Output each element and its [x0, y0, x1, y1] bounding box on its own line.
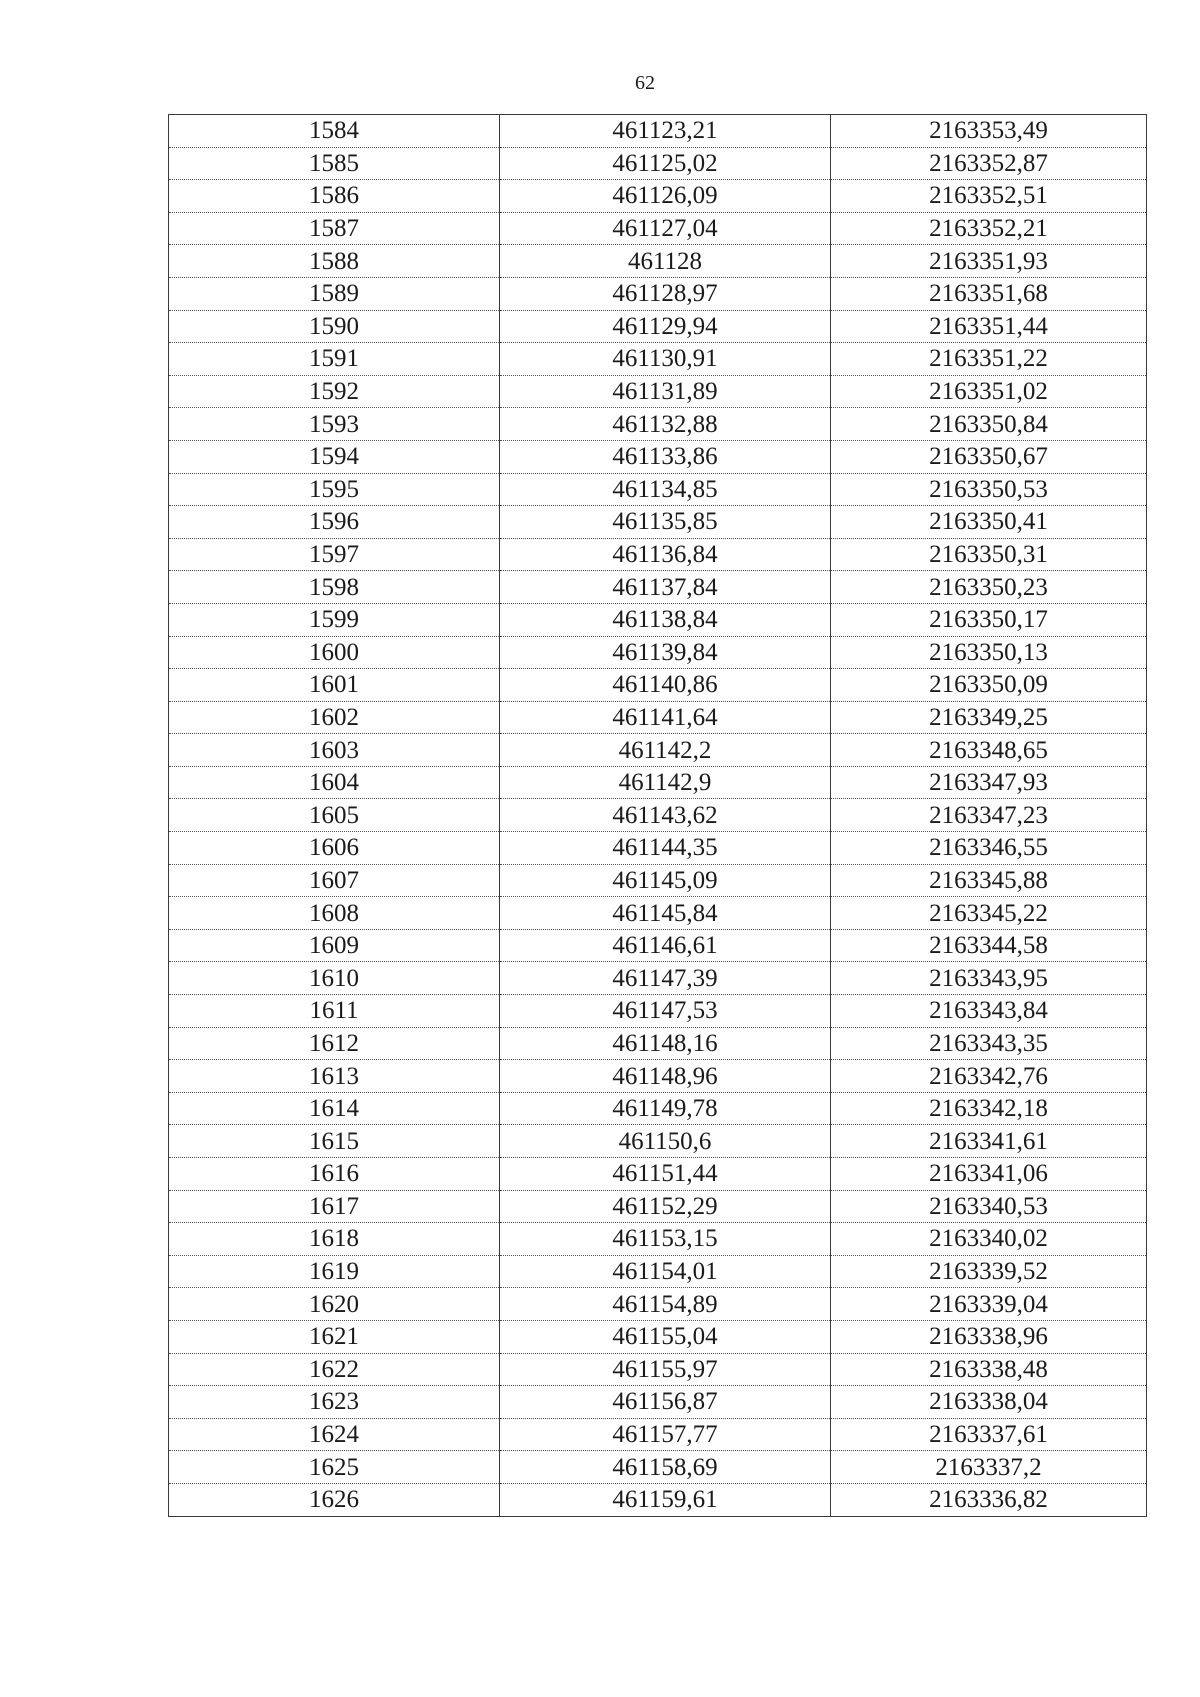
- table-row: [169, 1190, 1147, 1223]
- y-coordinate-cell: 2163341,61: [831, 1125, 1147, 1158]
- table-row: [169, 962, 1147, 995]
- x-coordinate-cell: 461154,01: [500, 1255, 831, 1288]
- y-coordinate-cell: 2163339,52: [831, 1255, 1147, 1288]
- y-coordinate-cell: 2163348,65: [831, 734, 1147, 767]
- x-coordinate-cell: 461142,2: [500, 734, 831, 767]
- point-number-cell: 1599: [169, 603, 500, 636]
- y-coordinate-cell: 2163340,53: [831, 1190, 1147, 1223]
- table-row: [169, 440, 1147, 473]
- y-coordinate-cell: 2163338,04: [831, 1386, 1147, 1419]
- coordinates-table: [168, 114, 1147, 1517]
- point-number-cell: 1607: [169, 864, 500, 897]
- y-coordinate-cell: 2163342,76: [831, 1060, 1147, 1093]
- point-number-cell: 1591: [169, 343, 500, 376]
- x-coordinate-cell: 461141,64: [500, 701, 831, 734]
- y-coordinate-cell: 2163352,87: [831, 147, 1147, 180]
- table-row: [169, 603, 1147, 636]
- x-coordinate-cell: 461151,44: [500, 1158, 831, 1191]
- point-number-cell: 1625: [169, 1451, 500, 1484]
- table-row: [169, 1320, 1147, 1353]
- x-coordinate-cell: 461155,97: [500, 1353, 831, 1386]
- x-coordinate-cell: 461152,29: [500, 1190, 831, 1223]
- x-coordinate-cell: 461134,85: [500, 473, 831, 506]
- x-coordinate-cell: 461153,15: [500, 1223, 831, 1256]
- x-coordinate-cell: 461130,91: [500, 343, 831, 376]
- table-row: [169, 799, 1147, 832]
- point-number-cell: 1622: [169, 1353, 500, 1386]
- y-coordinate-cell: 2163342,18: [831, 1092, 1147, 1125]
- point-number-cell: 1597: [169, 538, 500, 571]
- point-number-cell: 1613: [169, 1060, 500, 1093]
- point-number-cell: 1624: [169, 1418, 500, 1451]
- table-row: [169, 1451, 1147, 1484]
- x-coordinate-cell: 461156,87: [500, 1386, 831, 1419]
- x-coordinate-cell: 461145,84: [500, 897, 831, 930]
- table-row: [169, 929, 1147, 962]
- point-number-cell: 1626: [169, 1483, 500, 1516]
- x-coordinate-cell: 461136,84: [500, 538, 831, 571]
- table-row: [169, 1092, 1147, 1125]
- y-coordinate-cell: 2163343,95: [831, 962, 1147, 995]
- point-number-cell: 1593: [169, 408, 500, 441]
- x-coordinate-cell: 461148,96: [500, 1060, 831, 1093]
- table-row: [169, 408, 1147, 441]
- y-coordinate-cell: 2163338,48: [831, 1353, 1147, 1386]
- table-row: [169, 310, 1147, 343]
- table-row: [169, 538, 1147, 571]
- x-coordinate-cell: 461150,6: [500, 1125, 831, 1158]
- y-coordinate-cell: 2163343,84: [831, 995, 1147, 1028]
- y-coordinate-cell: 2163351,44: [831, 310, 1147, 343]
- y-coordinate-cell: 2163337,2: [831, 1451, 1147, 1484]
- y-coordinate-cell: 2163349,25: [831, 701, 1147, 734]
- table-row: [169, 1353, 1147, 1386]
- y-coordinate-cell: 2163344,58: [831, 929, 1147, 962]
- y-coordinate-cell: 2163346,55: [831, 832, 1147, 865]
- point-number-cell: 1618: [169, 1223, 500, 1256]
- table-row: [169, 277, 1147, 310]
- table-row: [169, 636, 1147, 669]
- point-number-cell: 1596: [169, 506, 500, 539]
- table-row: [169, 734, 1147, 767]
- table-row: [169, 473, 1147, 506]
- x-coordinate-cell: 461129,94: [500, 310, 831, 343]
- x-coordinate-cell: 461154,89: [500, 1288, 831, 1321]
- point-number-cell: 1615: [169, 1125, 500, 1158]
- y-coordinate-cell: 2163337,61: [831, 1418, 1147, 1451]
- point-number-cell: 1604: [169, 766, 500, 799]
- y-coordinate-cell: 2163336,82: [831, 1483, 1147, 1516]
- x-coordinate-cell: 461145,09: [500, 864, 831, 897]
- y-coordinate-cell: 2163347,23: [831, 799, 1147, 832]
- x-coordinate-cell: 461149,78: [500, 1092, 831, 1125]
- x-coordinate-cell: 461139,84: [500, 636, 831, 669]
- point-number-cell: 1603: [169, 734, 500, 767]
- point-number-cell: 1585: [169, 147, 500, 180]
- y-coordinate-cell: 2163350,17: [831, 603, 1147, 636]
- y-coordinate-cell: 2163350,13: [831, 636, 1147, 669]
- point-number-cell: 1605: [169, 799, 500, 832]
- table-row: [169, 571, 1147, 604]
- x-coordinate-cell: 461135,85: [500, 506, 831, 539]
- table-row: [169, 1125, 1147, 1158]
- y-coordinate-cell: 2163350,23: [831, 571, 1147, 604]
- y-coordinate-cell: 2163341,06: [831, 1158, 1147, 1191]
- table-row: [169, 1483, 1147, 1516]
- y-coordinate-cell: 2163350,41: [831, 506, 1147, 539]
- x-coordinate-cell: 461125,02: [500, 147, 831, 180]
- point-number-cell: 1594: [169, 440, 500, 473]
- x-coordinate-cell: 461158,69: [500, 1451, 831, 1484]
- x-coordinate-cell: 461144,35: [500, 832, 831, 865]
- table-row: [169, 1223, 1147, 1256]
- y-coordinate-cell: 2163340,02: [831, 1223, 1147, 1256]
- x-coordinate-cell: 461146,61: [500, 929, 831, 962]
- table-row: [169, 212, 1147, 245]
- y-coordinate-cell: 2163350,67: [831, 440, 1147, 473]
- x-coordinate-cell: 461126,09: [500, 180, 831, 213]
- x-coordinate-cell: 461133,86: [500, 440, 831, 473]
- table-row: [169, 669, 1147, 702]
- point-number-cell: 1592: [169, 375, 500, 408]
- table-row: [169, 995, 1147, 1028]
- y-coordinate-cell: 2163351,22: [831, 343, 1147, 376]
- y-coordinate-cell: 2163350,09: [831, 669, 1147, 702]
- x-coordinate-cell: 461155,04: [500, 1320, 831, 1353]
- table-row: [169, 766, 1147, 799]
- point-number-cell: 1602: [169, 701, 500, 734]
- point-number-cell: 1600: [169, 636, 500, 669]
- point-number-cell: 1598: [169, 571, 500, 604]
- x-coordinate-cell: 461142,9: [500, 766, 831, 799]
- point-number-cell: 1588: [169, 245, 500, 278]
- point-number-cell: 1621: [169, 1320, 500, 1353]
- table-row: [169, 1418, 1147, 1451]
- point-number-cell: 1617: [169, 1190, 500, 1223]
- point-number-cell: 1587: [169, 212, 500, 245]
- table-row: [169, 506, 1147, 539]
- point-number-cell: 1608: [169, 897, 500, 930]
- point-number-cell: 1612: [169, 1027, 500, 1060]
- x-coordinate-cell: 461131,89: [500, 375, 831, 408]
- table-row: [169, 701, 1147, 734]
- point-number-cell: 1620: [169, 1288, 500, 1321]
- point-number-cell: 1606: [169, 832, 500, 865]
- coordinates-table-body: [169, 115, 1147, 1517]
- table-row: [169, 115, 1147, 148]
- y-coordinate-cell: 2163351,02: [831, 375, 1147, 408]
- table-row: [169, 147, 1147, 180]
- y-coordinate-cell: 2163350,31: [831, 538, 1147, 571]
- x-coordinate-cell: 461128,97: [500, 277, 831, 310]
- table-row: [169, 1060, 1147, 1093]
- point-number-cell: 1610: [169, 962, 500, 995]
- x-coordinate-cell: 461148,16: [500, 1027, 831, 1060]
- x-coordinate-cell: 461147,53: [500, 995, 831, 1028]
- table-row: [169, 897, 1147, 930]
- point-number-cell: 1614: [169, 1092, 500, 1125]
- x-coordinate-cell: 461128: [500, 245, 831, 278]
- y-coordinate-cell: 2163343,35: [831, 1027, 1147, 1060]
- x-coordinate-cell: 461157,77: [500, 1418, 831, 1451]
- x-coordinate-cell: 461147,39: [500, 962, 831, 995]
- point-number-cell: 1619: [169, 1255, 500, 1288]
- y-coordinate-cell: 2163339,04: [831, 1288, 1147, 1321]
- table-row: [169, 1027, 1147, 1060]
- table-row: [169, 1158, 1147, 1191]
- table-row: [169, 343, 1147, 376]
- point-number-cell: 1584: [169, 115, 500, 148]
- point-number-cell: 1595: [169, 473, 500, 506]
- y-coordinate-cell: 2163345,88: [831, 864, 1147, 897]
- x-coordinate-cell: 461137,84: [500, 571, 831, 604]
- x-coordinate-cell: 461143,62: [500, 799, 831, 832]
- page-number: 62: [635, 72, 655, 94]
- x-coordinate-cell: 461127,04: [500, 212, 831, 245]
- y-coordinate-cell: 2163351,68: [831, 277, 1147, 310]
- x-coordinate-cell: 461140,86: [500, 669, 831, 702]
- y-coordinate-cell: 2163351,93: [831, 245, 1147, 278]
- table-row: [169, 245, 1147, 278]
- table-row: [169, 1288, 1147, 1321]
- point-number-cell: 1589: [169, 277, 500, 310]
- point-number-cell: 1601: [169, 669, 500, 702]
- y-coordinate-cell: 2163347,93: [831, 766, 1147, 799]
- y-coordinate-cell: 2163350,53: [831, 473, 1147, 506]
- y-coordinate-cell: 2163345,22: [831, 897, 1147, 930]
- point-number-cell: 1616: [169, 1158, 500, 1191]
- x-coordinate-cell: 461123,21: [500, 115, 831, 148]
- y-coordinate-cell: 2163338,96: [831, 1320, 1147, 1353]
- y-coordinate-cell: 2163352,21: [831, 212, 1147, 245]
- point-number-cell: 1623: [169, 1386, 500, 1419]
- y-coordinate-cell: 2163353,49: [831, 115, 1147, 148]
- point-number-cell: 1609: [169, 929, 500, 962]
- y-coordinate-cell: 2163350,84: [831, 408, 1147, 441]
- table-row: [169, 1386, 1147, 1419]
- table-row: [169, 1255, 1147, 1288]
- table-row: [169, 180, 1147, 213]
- point-number-cell: 1590: [169, 310, 500, 343]
- table-row: [169, 832, 1147, 865]
- point-number-cell: 1586: [169, 180, 500, 213]
- x-coordinate-cell: 461159,61: [500, 1483, 831, 1516]
- table-row: [169, 375, 1147, 408]
- x-coordinate-cell: 461132,88: [500, 408, 831, 441]
- x-coordinate-cell: 461138,84: [500, 603, 831, 636]
- y-coordinate-cell: 2163352,51: [831, 180, 1147, 213]
- table-row: [169, 864, 1147, 897]
- point-number-cell: 1611: [169, 995, 500, 1028]
